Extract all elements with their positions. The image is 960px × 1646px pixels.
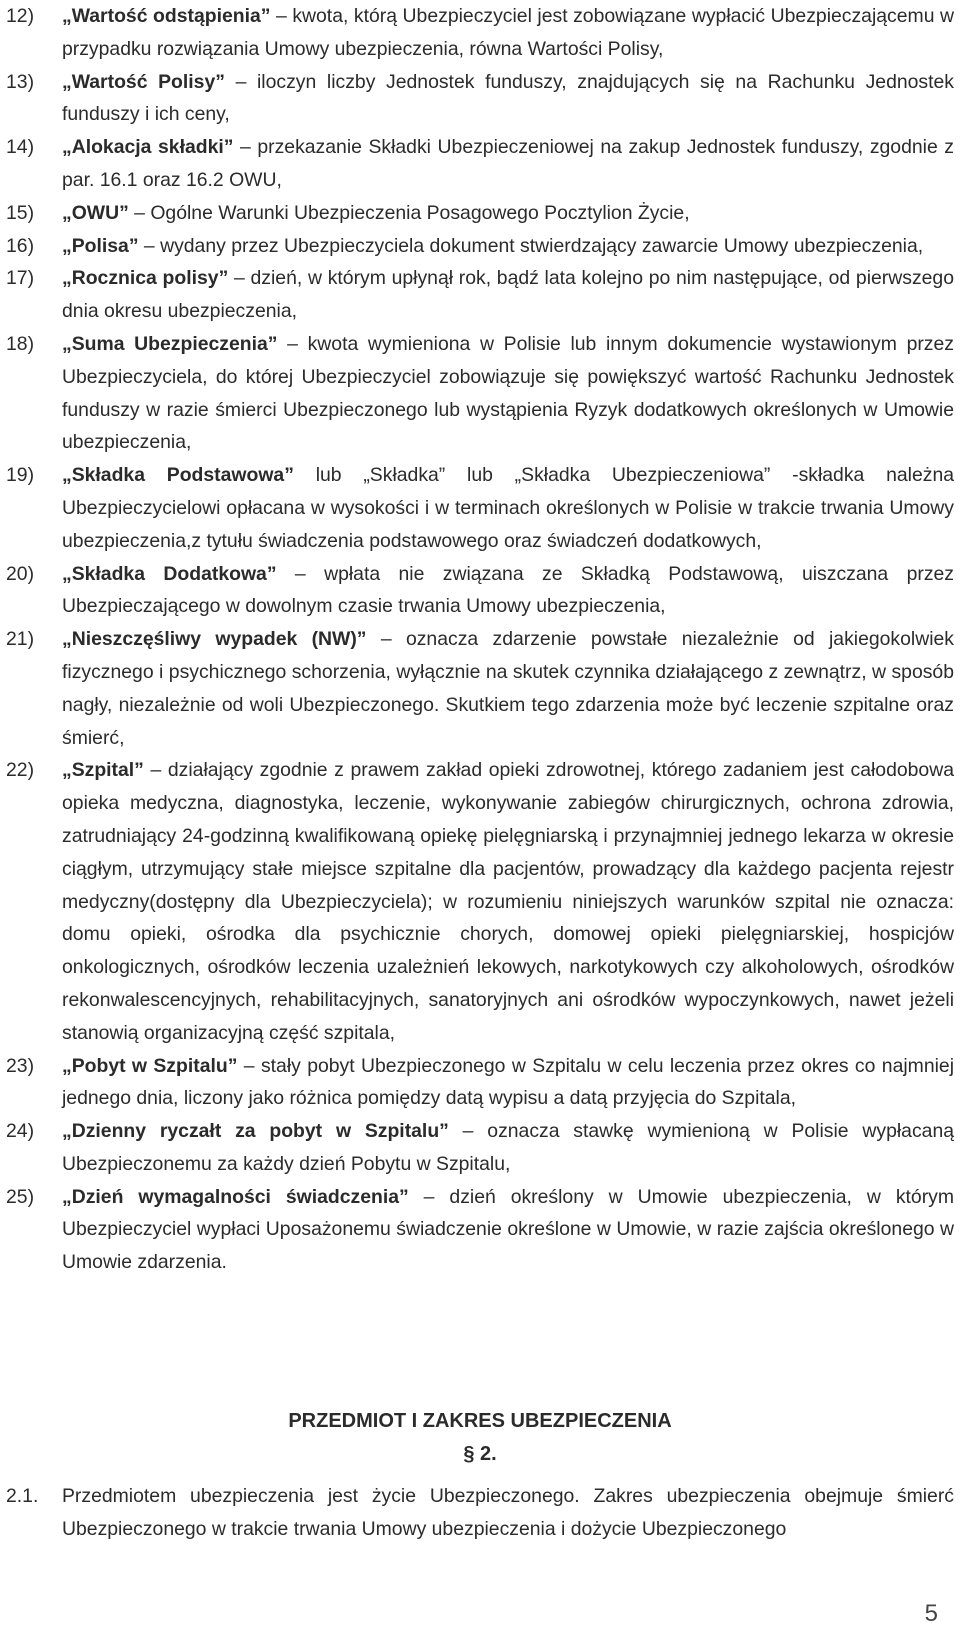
definition-number: 19): [6, 464, 35, 487]
definition-term: „Wartość odstąpienia”: [62, 5, 271, 27]
definition-item: 12) „Wartość odstąpienia” – kwota, którą Ubezpieczyciel jest zobowiązane wypłacić Ubezpieczającemu w przypadku rozwiązania Umowy ubezpieczenia, równa Wartości Polisy,: [0, 0, 960, 66]
definition-term: „Dzień wymagalności świadczenia”: [62, 1185, 409, 1208]
definition-text: Ogólne Warunki Ubezpieczenia Posagowego Pocztylion Życie,: [150, 201, 690, 224]
definition-term: „OWU”: [62, 201, 129, 224]
definition-number: 22): [6, 759, 35, 782]
definition-number: 16): [6, 234, 35, 257]
section-number: § 2.: [463, 1443, 497, 1465]
definition-item: 24) „Dzienny ryczałt za pobyt w Szpitalu” – oznacza stawkę wymienioną w Polisie wypłacaną Ubezpieczonemu za każdy dzień Pobytu w Szpitalu,: [0, 1115, 960, 1181]
clause-item: [0, 1480, 960, 1546]
definition-number: 12): [6, 5, 35, 27]
definition-number: 21): [6, 628, 35, 651]
definition-text: lub „Składka” lub „Składka Ubezpieczeniowa” -składka należna Ubezpieczycielowi opłacana w wysokości i w terminach określonych w Polisie w trakcie trwania Umowy ubezpieczenia,z tytułu świadczenia podstawowego oraz świadczeń dodatkowych,: [62, 464, 955, 552]
definition-number: 13): [6, 70, 35, 93]
definition-item: 20) „Składka Dodatkowa” – wpłata nie związana ze Składką Podstawową, uiszczana przez Ubezpieczającego w dowolnym czasie trwania Umowy ubezpieczenia,: [0, 558, 960, 624]
page-number: 5: [924, 1600, 938, 1627]
definition-text: wpłata nie związana ze Składką Podstawową, uiszczana przez Ubezpieczającego w dowolnym czasie trwania Umowy ubezpieczenia,: [62, 562, 954, 618]
definition-text: kwota, którą Ubezpieczyciel jest zobowiązane wypłacić Ubezpieczającemu w przypadku rozwiązania Umowy ubezpieczenia, równa Wartości Polisy,: [62, 5, 955, 60]
definition-text: oznacza stawkę wymienioną w Polisie wypłacaną Ubezpieczonemu za każdy dzień Pobytu w Szpitalu,: [62, 1120, 955, 1175]
definition-term: „Dzienny ryczałt za pobyt w Szpitalu”: [62, 1120, 449, 1143]
definition-term: „Szpital”: [62, 759, 144, 782]
definition-item: 25) „Dzień wymagalności świadczenia” – dzień określony w Umowie ubezpieczenia, w którym Ubezpieczyciel wypłaci Uposażonemu świadczenie określone w Umowie, w razie zajścia określonego w Umowie zdarzenia.: [0, 1181, 960, 1279]
definition-item: 13) „Wartość Polisy” – iloczyn liczby Jednostek funduszy, znajdujących się na Rachunku Jednostek funduszy i ich ceny,: [0, 66, 960, 132]
definition-text: stały pobyt Ubezpieczonego w Szpitalu w celu leczenia przez okres co najmniej jednego dnia, liczony jako różnica pomiędzy datą wypisu a datą przyjęcia do Szpitala,: [62, 1054, 954, 1110]
definition-term: „Pobyt w Szpitalu”: [62, 1054, 238, 1077]
definition-number: 23): [6, 1054, 35, 1077]
definition-item: 21) „Nieszczęśliwy wypadek (NW)” – oznacza zdarzenie powstałe niezależnie od jakiegokolwiek fizycznego i psychicznego schorzenia, wyłącznie na skutek czynnika działającego z zewnątrz, w sposób nagły, niezależnie od woli Ubezpieczonego. Skutkiem tego zdarzenia może być leczenie szpitalne oraz śmierć,: [0, 623, 960, 754]
definition-text: dzień, w którym upłynął rok, bądź lata kolejno po nim następujące, od pierwszego dnia okresu ubezpieczenia,: [62, 267, 954, 323]
definition-text: oznacza zdarzenie powstałe niezależnie od jakiegokolwiek fizycznego i psychicznego schorzenia, wyłącznie na skutek czynnika działającego z zewnątrz, w sposób nagły, niezależnie od woli Ubezpieczonego. Skutkiem tego zdarzenia może być leczenie szpitalne oraz śmierć,: [62, 628, 955, 749]
definition-number: 25): [6, 1185, 35, 1208]
definition-text: iloczyn liczby Jednostek funduszy, znajdujących się na Rachunku Jednostek funduszy i ich ceny,: [62, 70, 954, 126]
definition-text: dzień określony w Umowie ubezpieczenia, w którym Ubezpieczyciel wypłaci Uposażonemu świadczenie określone w Umowie, w razie zajścia określonego w Umowie zdarzenia.: [62, 1185, 954, 1274]
definition-number: 17): [6, 267, 35, 290]
definition-term: „Rocznica polisy”: [62, 267, 229, 290]
definition-item: [0, 459, 960, 557]
definition-term: „Wartość Polisy”: [62, 70, 225, 93]
section-title: PRZEDMIOT I ZAKRES UBEZPIECZENIA: [288, 1410, 672, 1432]
definition-item: 23) „Pobyt w Szpitalu” – stały pobyt Ubezpieczonego w Szpitalu w celu leczenia przez okres co najmniej jednego dnia, liczony jako różnica pomiędzy datą wypisu a datą przyjęcia do Szpitala,: [0, 1050, 960, 1116]
definition-term: „Polisa”: [62, 234, 139, 257]
definition-number: 24): [6, 1120, 35, 1143]
definition-number: 20): [6, 562, 35, 585]
definition-number: 14): [6, 136, 35, 159]
definition-term: „Suma Ubezpieczenia”: [62, 332, 278, 355]
definition-item: 18) „Suma Ubezpieczenia” – kwota wymieniona w Polisie lub innym dokumencie wystawionym przez Ubezpieczyciela, do której Ubezpieczyciel zobowiązuje się powiększyć wartość Rachunku Jednostek funduszy w razie śmierci Ubezpieczonego lub wystąpienia Ryzyk dodatkowych określonych w Umowie ubezpieczenia,: [0, 328, 960, 459]
definition-text: kwota wymieniona w Polisie lub innym dokumencie wystawionym przez Ubezpieczyciela, do której Ubezpieczyciel zobowiązuje się powiększyć wartość Rachunku Jednostek funduszy w razie śmierci Ubezpieczonego lub wystąpienia Ryzyk dodatkowych określonych w Umowie ubezpieczenia,: [62, 332, 954, 454]
definition-term: „Składka Podstawowa”: [62, 464, 294, 487]
definition-term: „Składka Dodatkowa”: [62, 562, 277, 585]
definition-number: 15): [6, 201, 35, 224]
clause-2-1: [0, 1480, 960, 1546]
definition-item: 15) „OWU” – Ogólne Warunki Ubezpieczenia Posagowego Pocztylion Życie,: [0, 197, 960, 230]
definition-text: wydany przez Ubezpieczyciela dokument stwierdzający zawarcie Umowy ubezpieczenia,: [160, 234, 924, 257]
definition-item: 16) „Polisa” – wydany przez Ubezpieczyciela dokument stwierdzający zawarcie Umowy ubezpieczenia,: [0, 230, 960, 263]
definition-item: 22) „Szpital” – działający zgodnie z prawem zakład opieki zdrowotnej, którego zadaniem jest całodobowa opieka medyczna, diagnostyka, leczenie, wykonywanie zabiegów chirurgicznych, ochrona zdrowia, zatrudniający 24-godzinną kwalifikowaną opiekę pielęgniarską i przynajmniej jednego lekarza w okresie ciągłym, utrzymujący stałe miejsce szpitalne dla pacjentów, prowadzący dla każdego pacjenta rejestr medyczny(dostępny dla Ubezpieczyciela); w rozumieniu niniejszych warunków szpital nie oznacza: domu opieki, ośrodka dla psychicznie chorych, domowej opieki pielęgniarskiej, hospicjów onkologicznych, ośrodków leczenia uzależnień lekowych, narkotykowych czy alkoholowych, ośrodków rekonwalescencyjnych, rehabilitacyjnych, sanatoryjnych ani ośrodków wypoczynkowych, nawet jeżeli stanowią organizacyjną część szpitala,: [0, 754, 960, 1049]
definition-number: 18): [6, 332, 35, 355]
definition-text: działający zgodnie z prawem zakład opieki zdrowotnej, którego zadaniem jest całodobowa opieka medyczna, diagnostyka, leczenie, wykonywanie zabiegów chirurgicznych, ochrona zdrowia, zatrudniający 24-godzinną kwalifikowaną opiekę pielęgniarską i przynajmniej jednego lekarza w okresie ciągłym, utrzymujący stałe miejsce szpitalne dla pacjentów, prowadzący dla każdego pacjenta rejestr medyczny(dostępny dla Ubezpieczyciela); w rozumieniu niniejszych warunków szpital nie oznacza: domu opieki, ośrodka dla psychicznie chorych, domowej opieki pielęgniarskiej, hospicjów onkologicznych, ośrodków leczenia uzależnień lekowych, narkotykowych czy alkoholowych, ośrodków rekonwalescencyjnych, rehabilitacyjnych, sanatoryjnych ani ośrodków wypoczynkowych, nawet jeżeli stanowią organizacyjną część szpitala,: [62, 759, 954, 1044]
definition-text: przekazanie Składki Ubezpieczeniowej na zakup Jednostek funduszy, zgodnie z par. 16.1 oraz 16.2 OWU,: [62, 136, 955, 191]
definition-term: „Alokacja składki”: [62, 136, 234, 159]
definition-item: 17) „Rocznica polisy” – dzień, w którym upłynął rok, bądź lata kolejno po nim następujące, od pierwszego dnia okresu ubezpieczenia,: [0, 262, 960, 328]
clause-number: 2.1.: [6, 1485, 39, 1507]
clause-text: Przedmiotem ubezpieczenia jest życie Ubezpieczonego. Zakres ubezpieczenia obejmuje śmierć Ubezpieczonego w trakcie trwania Umowy ubezpieczenia i dożycie Ubezpieczonego: [62, 1485, 954, 1540]
definition-term: „Nieszczęśliwy wypadek (NW)”: [62, 628, 367, 651]
definition-item: 14) „Alokacja składki” – przekazanie Składki Ubezpieczeniowej na zakup Jednostek funduszy, zgodnie z par. 16.1 oraz 16.2 OWU,: [0, 131, 960, 197]
